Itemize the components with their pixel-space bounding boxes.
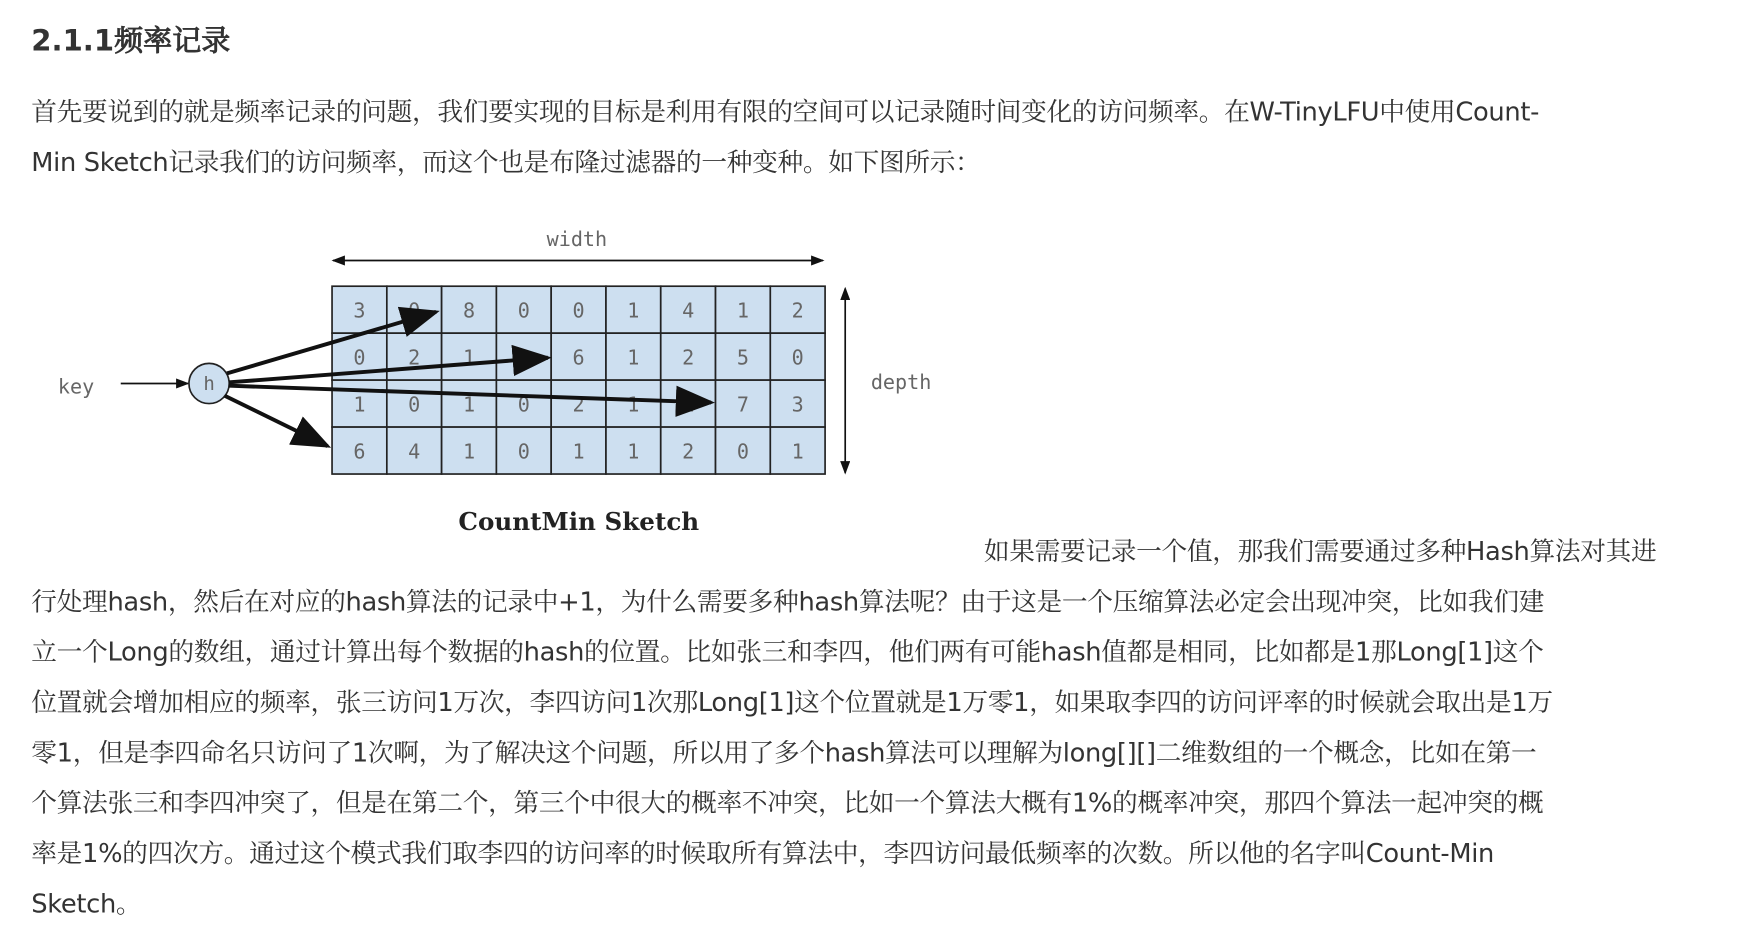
sketch-cell-value: 0: [408, 392, 421, 417]
hash-label: h: [203, 373, 215, 396]
diagram-svg: [0, 0, 1006, 559]
paragraph-line: 个算法张三和李四冲突了，但是在第二个，第三个中很大的概率不冲突，比如一个算法大概有1%的概率冲突，那四个算法一起冲突的概: [31, 789, 1544, 819]
sketch-cell-value: 6: [353, 439, 366, 464]
sketch-cell-value: 0: [353, 345, 366, 370]
sketch-cell-value: 6: [572, 345, 585, 370]
sketch-cell-value: 2: [791, 298, 804, 323]
sketch-cell-value: 3: [353, 298, 366, 323]
paragraph-line: Min Sketch记录我们的访问频率，而这个也是布隆过滤器的一种变种。如下图所示：: [31, 148, 981, 178]
sketch-cell-value: 2: [572, 392, 585, 417]
paragraph-line: 首先要说到的就是频率记录的问题，我们要实现的目标是利用有限的空间可以记录随时间变化的访问频率。在W-TinyLFU中使用Count-: [31, 98, 1540, 128]
section-heading: 2.1.1频率记录: [31, 24, 231, 59]
sketch-cell-value: 1: [572, 439, 585, 464]
sketch-cell-value: 5: [736, 345, 749, 370]
sketch-cell-value: 8: [462, 298, 476, 323]
sketch-cell-value: 0: [736, 439, 749, 464]
paragraph-line: 位置就会增加相应的频率，张三访问1万次，李四访问1次那Long[1]这个位置就是1万零1，如果取李四的访问评率的时候就会取出是1万: [31, 688, 1553, 718]
sketch-cell-value: 0: [517, 439, 530, 464]
sketch-cell-value: 1: [736, 298, 749, 323]
paragraph-line: 率是1%的四次方。通过这个模式我们取李四的访问率的时候取所有算法中，李四访问最低频率的次数。所以他的名字叫Count-Min: [31, 839, 1494, 869]
sketch-cell-value: 0: [572, 298, 585, 323]
sketch-cell-value: 0: [517, 298, 530, 323]
sketch-cell-value: 1: [517, 345, 530, 370]
paragraph-line: 行处理hash，然后在对应的hash算法的记录中+1，为什么需要多种hash算法呢？由于这是一个压缩算法必定会出现冲突，比如我们建: [31, 588, 1545, 618]
sketch-cell-value: 4: [408, 439, 421, 464]
sketch-cell-value: 1: [627, 392, 640, 417]
paragraph-line: 立一个Long的数组，通过计算出每个数据的hash的位置。比如张三和李四，他们两有可能hash值都是相同，比如都是1那Long[1]这个: [31, 638, 1544, 668]
diagram-caption: CountMin Sketch: [458, 507, 700, 537]
sketch-cell-value: 0: [408, 298, 421, 323]
sketch-cell-value: 4: [682, 298, 695, 323]
paragraph-line: Sketch。: [31, 889, 142, 919]
sketch-cell-value: 2: [682, 439, 695, 464]
sketch-cell-value: 1: [627, 298, 640, 323]
sketch-cell-value: 0: [517, 392, 530, 417]
sketch-cell-value: 0: [791, 345, 804, 370]
hash-arrow-row4: [225, 396, 328, 446]
paragraph-line: 如果需要记录一个值，那我们需要通过多种Hash算法对其进: [983, 537, 1657, 567]
width-label: width: [546, 226, 608, 251]
sketch-cell-value: 2: [682, 345, 695, 370]
depth-label: depth: [870, 370, 932, 395]
sketch-cell-value: 7: [736, 392, 749, 417]
key-label: key: [57, 374, 95, 399]
sketch-cell-value: 1: [627, 439, 640, 464]
sketch-cell-value: 1: [627, 345, 640, 370]
sketch-cell-value: 1: [682, 392, 695, 417]
sketch-cell-value: 1: [791, 439, 804, 464]
paragraph-line: 零1，但是李四命名只访问了1次啊，为了解决这个问题，所以用了多个hash算法可以理解为long[][]二维数组的一个概念，比如在第一: [31, 738, 1537, 769]
sketch-cell-value: 1: [353, 392, 366, 417]
sketch-cell-value: 3: [791, 392, 804, 417]
sketch-cell-value: 1: [462, 392, 476, 417]
sketch-cell-value: 1: [462, 345, 476, 370]
sketch-cell-value: 2: [408, 345, 421, 370]
sketch-cell-value: 1: [462, 439, 476, 464]
